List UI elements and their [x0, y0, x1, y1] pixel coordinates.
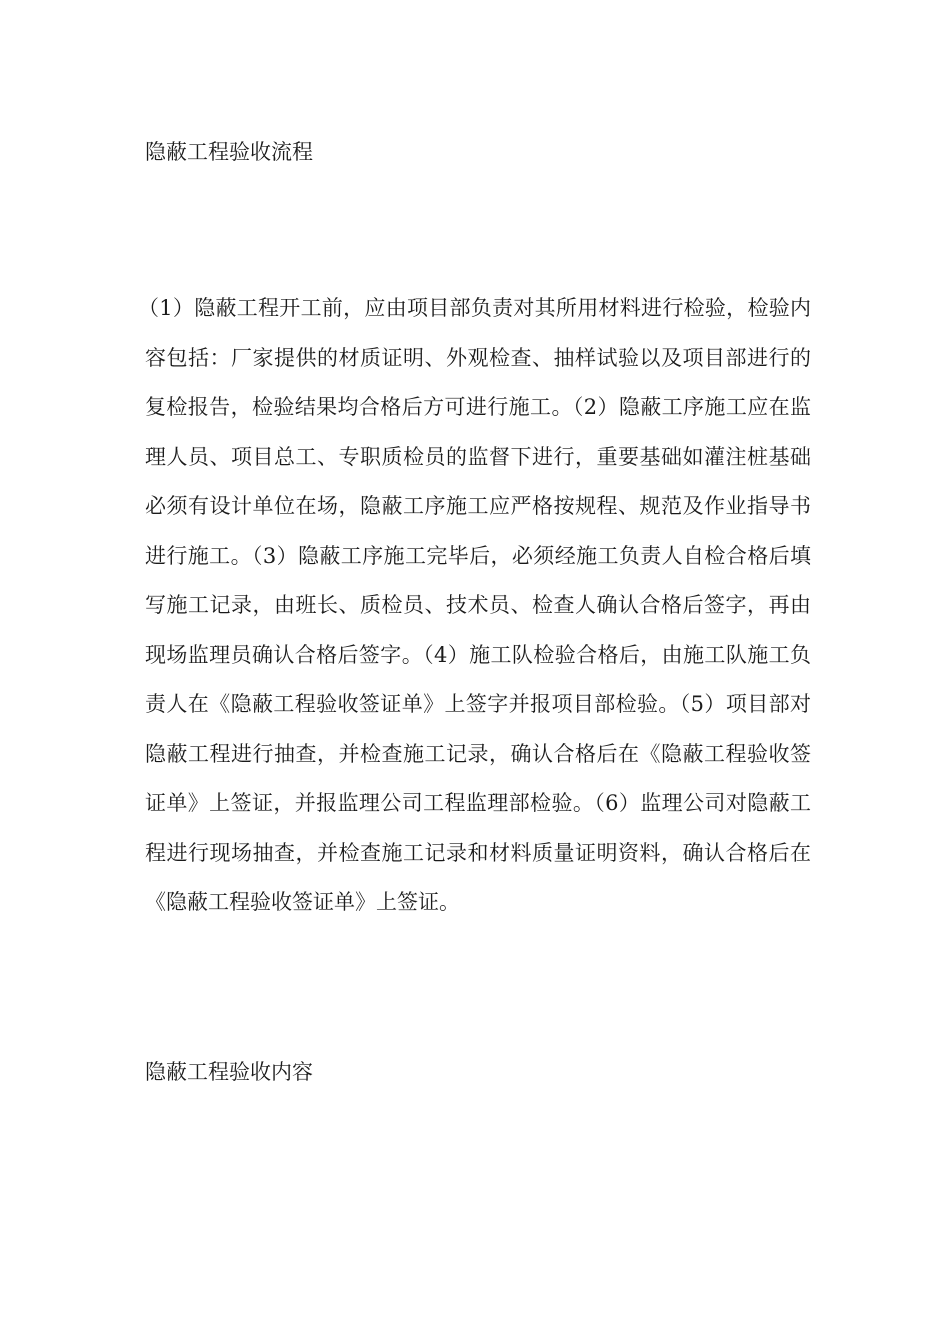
acceptance-process-paragraph: （1）隐蔽工程开工前，应由项目部负责对其所用材料进行检验，检验内容包括：厂家提供的材质证明、外观检查、抽样试验以及项目部进行的复检报告，检验结果均合格后方可进行施工。（2）隐蔽工序施工应在监理人员、项目总工、专职质检员的监督下进行，重要基础如灌注桩基础必须有设计单位在场，隐蔽工序施工应严格按规程、规范及作业指导书进行施工。（3）隐蔽工序施工完毕后，必须经施工负责人自检合格后填写施工记录，由班长、质检员、技术员、检查人确认合格后签字，再由现场监理员确认合格后签字。（4）施工队检验合格后，由施工队施工负责人在《隐蔽工程验收签证单》上签字并报项目部检验。（5）项目部对隐蔽工程进行抽查，并检查施工记录，确认合格后在《隐蔽工程验收签证单》上签证，并报监理公司工程监理部检验。（6）监理公司对隐蔽工程进行现场抽查，并检查施工记录和材料质量证明资料，确认合格后在《隐蔽工程验收签证单》上签证。 — [138, 296, 811, 914]
section-heading-acceptance-process: 隐蔽工程验收流程 — [145, 140, 313, 164]
section-heading-acceptance-content: 隐蔽工程验收内容 — [145, 1060, 313, 1084]
